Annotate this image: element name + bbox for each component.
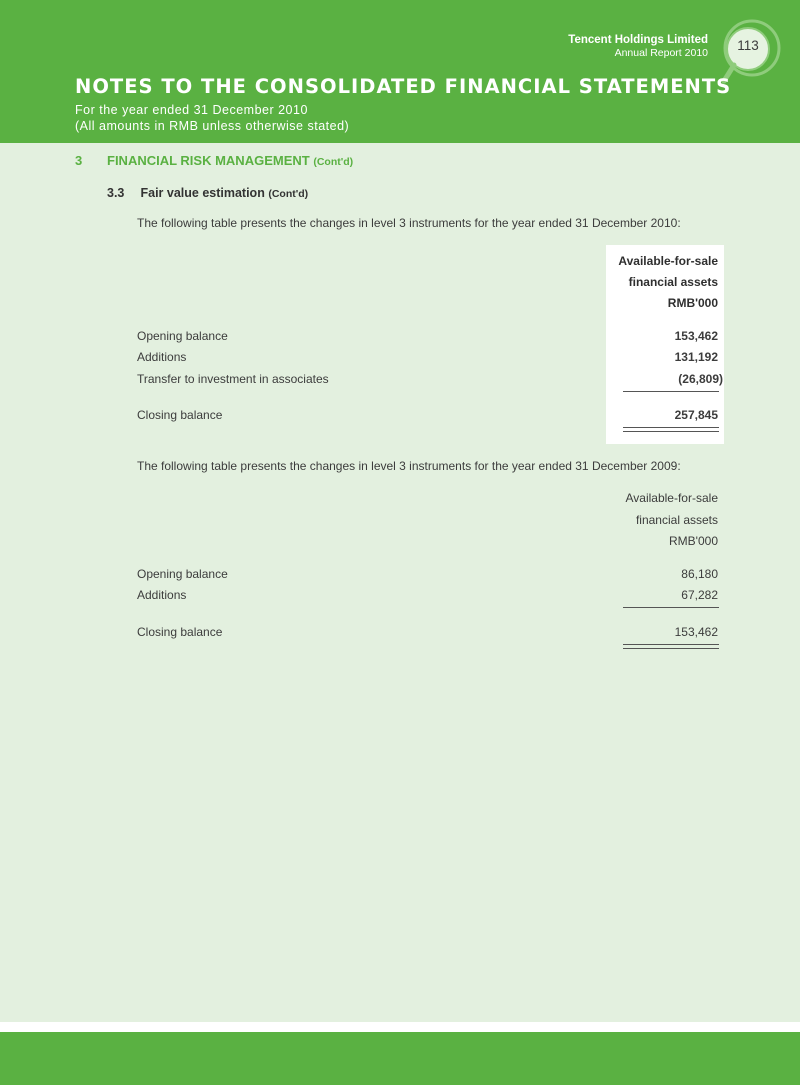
page-subtitle-period: For the year ended 31 December 2010 (75, 103, 308, 117)
table-2009-row-label: Opening balance (137, 567, 228, 581)
section-cont-label: (Cont'd) (313, 156, 354, 168)
report-name: Annual Report 2010 (614, 47, 708, 59)
table-2009-header-line2: financial assets (635, 513, 718, 527)
table-2009-double-rule-top (623, 644, 719, 645)
table-2010-row-value: 131,192 (674, 350, 718, 364)
section-heading (107, 153, 353, 168)
table-2010-row-label: Additions (137, 350, 187, 364)
subsection-number: 3.3 (107, 186, 125, 200)
table-2010-closing-value: 257,845 (674, 408, 718, 422)
table-2010-header-line2: financial assets (628, 275, 718, 289)
page-number: 113 (737, 38, 759, 53)
table-2010-row-value: (26,809) (678, 372, 723, 386)
table-2010-double-rule-top (623, 427, 719, 428)
table-2009-double-rule-bottom (623, 648, 719, 649)
section-number: 3 (75, 153, 83, 168)
page-footer (0, 1032, 800, 1085)
table-2010-row-value: 153,462 (674, 329, 718, 343)
table-2010-closing-label: Closing balance (137, 408, 223, 422)
subsection-cont-label: (Cont'd) (268, 188, 309, 200)
page-title: NOTES TO THE CONSOLIDATED FINANCIAL STATEMENTS (75, 75, 732, 98)
subsection-title: Fair value estimation (140, 186, 265, 200)
section-title: FINANCIAL RISK MANAGEMENT (107, 153, 310, 168)
table-2009-row-value: 86,180 (681, 567, 718, 581)
subsection-heading (107, 186, 308, 200)
table-2010-subtotal-rule (623, 391, 719, 392)
table-2009-intro: The following table presents the changes in level 3 instruments for the year ended 31 December 2009: (137, 459, 681, 473)
page-subtitle-currency: (All amounts in RMB unless otherwise stated) (75, 119, 350, 133)
table-2009-row-value: 67,282 (681, 588, 718, 602)
table-2010-header-line1: Available-for-sale (618, 254, 718, 268)
table-2010-intro: The following table presents the changes in level 3 instruments for the year ended 31 December 2010: (137, 216, 681, 230)
table-2010-row-label: Transfer to investment in associates (137, 372, 329, 386)
table-2009-header-line1: Available-for-sale (625, 491, 718, 505)
company-block (568, 34, 708, 60)
table-2009-closing-label: Closing balance (137, 625, 223, 639)
table-2010-header-line3: RMB'000 (667, 296, 718, 310)
page-header (0, 0, 800, 143)
table-2010-row-label: Opening balance (137, 329, 228, 343)
table-2009-header-line3: RMB'000 (669, 534, 718, 548)
table-2009-closing-value: 153,462 (674, 625, 718, 639)
table-2009-subtotal-rule (623, 607, 719, 608)
company-name: Tencent Holdings Limited (568, 34, 708, 46)
table-2010-double-rule-bottom (623, 431, 719, 432)
table-2009-row-label: Additions (137, 588, 187, 602)
